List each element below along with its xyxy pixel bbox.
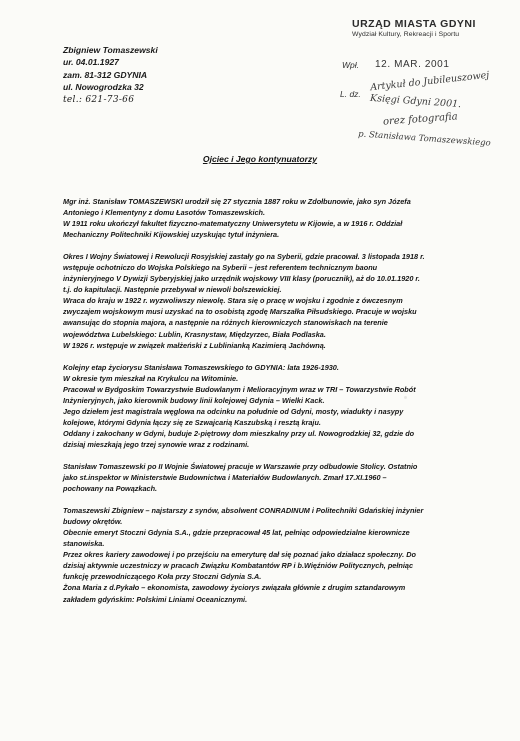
text-line: dzisiaj mieszkają jego trzej synowie wraz z rodzinami. [63,439,250,449]
sender-phone: tel.: 621-73-66 [63,94,135,105]
paragraph [63,461,475,494]
text-line: awansując do stopnia majora, a następnie na różnych kierowniczych stanowiskach na terenie [63,318,388,328]
text-line: Kolejny etap życiorysu Stanisława Tomaszewskiego to GDYNIA: lata 1926-1930. [63,362,339,372]
text-line: Żona Maria z d.Pykało – ekonomista, zawodowy życiorys związała głównie z drugim sztandarowym [63,583,406,593]
text-line: Jego dziełem jest magistrala węglowa na odcinku na południe od Gdyni, mosty, wiadukty i nasypy [63,406,404,416]
sender-born: ur. 04.01.1927 [63,57,119,68]
text-line: Stanisław Tomaszewski po II Wojnie Światowej pracuje w Warszawie przy odbudowie Stolicy. Ostatnio [63,461,418,471]
paper-speck [404,396,407,399]
text-line: Obecnie emeryt Stoczni Gdynia S.A., gdzie przepracował 45 lat, pełniąc odpowiedzialne kierownicze [63,528,410,538]
receipt-date: 12. MAR. 2001 [375,59,450,70]
text-line: funkcję przewodniczącego Koła przy Stoczni Gdynia S.A. [63,572,262,582]
text-line: pochowany na Powązkach. [63,484,158,494]
text-line: zwyczajem wojskowym musi uzyskać na to osobistą zgodę Marszałka Piłsudskiego. Pracuje w wojsku [63,307,417,317]
paragraph-gap [63,494,475,505]
stamp-title: URZĄD MIASTA GDYNI [352,18,476,30]
register-label: L. dz. [340,89,361,99]
paragraph [63,251,475,350]
paragraph-gap [63,351,475,362]
sender-address-city: zam. 81-312 GDYNIA [63,69,148,80]
text-line: Przez okres kariery zawodowej i po przejściu na emeryturę dał się poznać jako działacz społeczny. Do [63,550,416,560]
paragraph [63,362,475,450]
text-line: t.j. do kapitulacji. Następnie przebywał w niewoli bolszewickiej. [63,285,282,295]
paper-speck [386,386,388,388]
text-line: inżynieryjnego V Dywizji Syberyjskiej jako urzędnik wojskowy VIII klasy (porucznik), aż do 10.01.1920 r. [63,274,420,284]
text-line: Pracował w Bydgoskim Towarzystwie Budowlanym i Melioracyjnym wraz w TRI – Towarzystwie Robót [63,384,416,394]
sender-name: Zbigniew Tomaszewski [63,45,158,55]
document-title: Ojciec i Jego kontynuatorzy [202,154,318,164]
text-line: W okresie tym mieszkał na Krykulcu na Witominie. [63,373,239,383]
text-line: wstępuje ochotniczo do Wojska Polskiego na Syberii – jest referentem technicznym baonu [63,263,378,273]
stamp-subtitle: Wydział Kultury, Rekreacji i Sportu [352,31,460,38]
office-stamp [352,18,512,38]
text-line: jako st.inspektor w Ministerstwie Budownictwa i Materiałów Budowlanych. Zmarł 17.XI.1960 – [63,473,387,483]
sender-block [63,44,158,106]
text-line: stanowiska. [63,539,105,549]
paragraph [63,196,475,240]
text-line: Wraca do kraju w 1922 r. wyzwoliwszy niewolę. Stara się o pracę w wojsku i zgodnie z ówczesnym [63,296,403,306]
paragraph [63,505,475,604]
text-line: Mgr inż. Stanisław TOMASZEWSKI urodził się 27 stycznia 1887 roku w Zdołbunowie, jako syn Józefa [63,197,411,206]
text-line: Oddany i zakochany w Gdyni, buduje 2-piętrowy dom mieszkalny przy ul. Nowogrodzkiej 32, gdzie do [63,428,415,438]
receipt-label: Wpł. [342,60,359,70]
text-line: W 1911 roku ukończył fakultet fizyczno-matematyczny Uniwersytetu w Kijowie, a w 1916 r. Oddział [63,219,403,229]
text-line: zakładem gdyńskim: Polskimi Liniami Oceanicznymi. [63,594,248,604]
handwritten-note-2: Księgi Gdyni 2001. [369,92,462,111]
text-line: budowy okrętów. [63,517,123,527]
text-line: Inżynieryjnych, jako kierownik budowy linii kolejowej Gdynia – Wielki Kack. [63,395,325,405]
text-line: Mechaniczny Politechniki Kijowskiej uzyskując tytuł inżyniera. [63,230,280,240]
text-line: Antoniego i Klementyny z domu Łasotów Tomaszewskich. [63,208,266,218]
text-line: W 1926 r. wstępuje w związek małżeński z Lublinianką Kazimierą Jachówną. [63,340,326,350]
handwritten-note-4: p. Stanisława Tomaszewskiego [357,129,491,149]
text-line: Tomaszewski Zbigniew – najstarszy z synów, absolwent CONRADINUM i Politechniki Gdańskiej inżynier [63,506,424,516]
text-line: województwa Lubelskiego: Lublin, Krasnystaw, Międzyrzec, Biała Podlaska. [63,329,326,339]
paragraph-gap [63,240,475,251]
handwritten-note-1: Artykuł do Jubileuszowej [369,69,490,94]
text-line: Okres I Wojny Światowej i Rewolucji Rosyjskiej zastały go na Syberii, gdzie pracował. 3 listopada 1918 r. [63,252,425,262]
paragraph-gap [63,450,475,461]
text-line: kolejowe, którymi Gdynia łączy się ze Szwajcarią Kaszubską i resztą kraju. [63,417,321,427]
text-line: dzisiaj aktywnie uczestniczy w pracach Związku Kombatantów RP i b.Więźniów Politycznych, pełniąc [63,561,413,571]
document-body [63,196,475,605]
sender-address-street: ul. Nowogrodzka 32 [63,82,144,93]
handwritten-note-3: orez fotografia [382,111,458,128]
